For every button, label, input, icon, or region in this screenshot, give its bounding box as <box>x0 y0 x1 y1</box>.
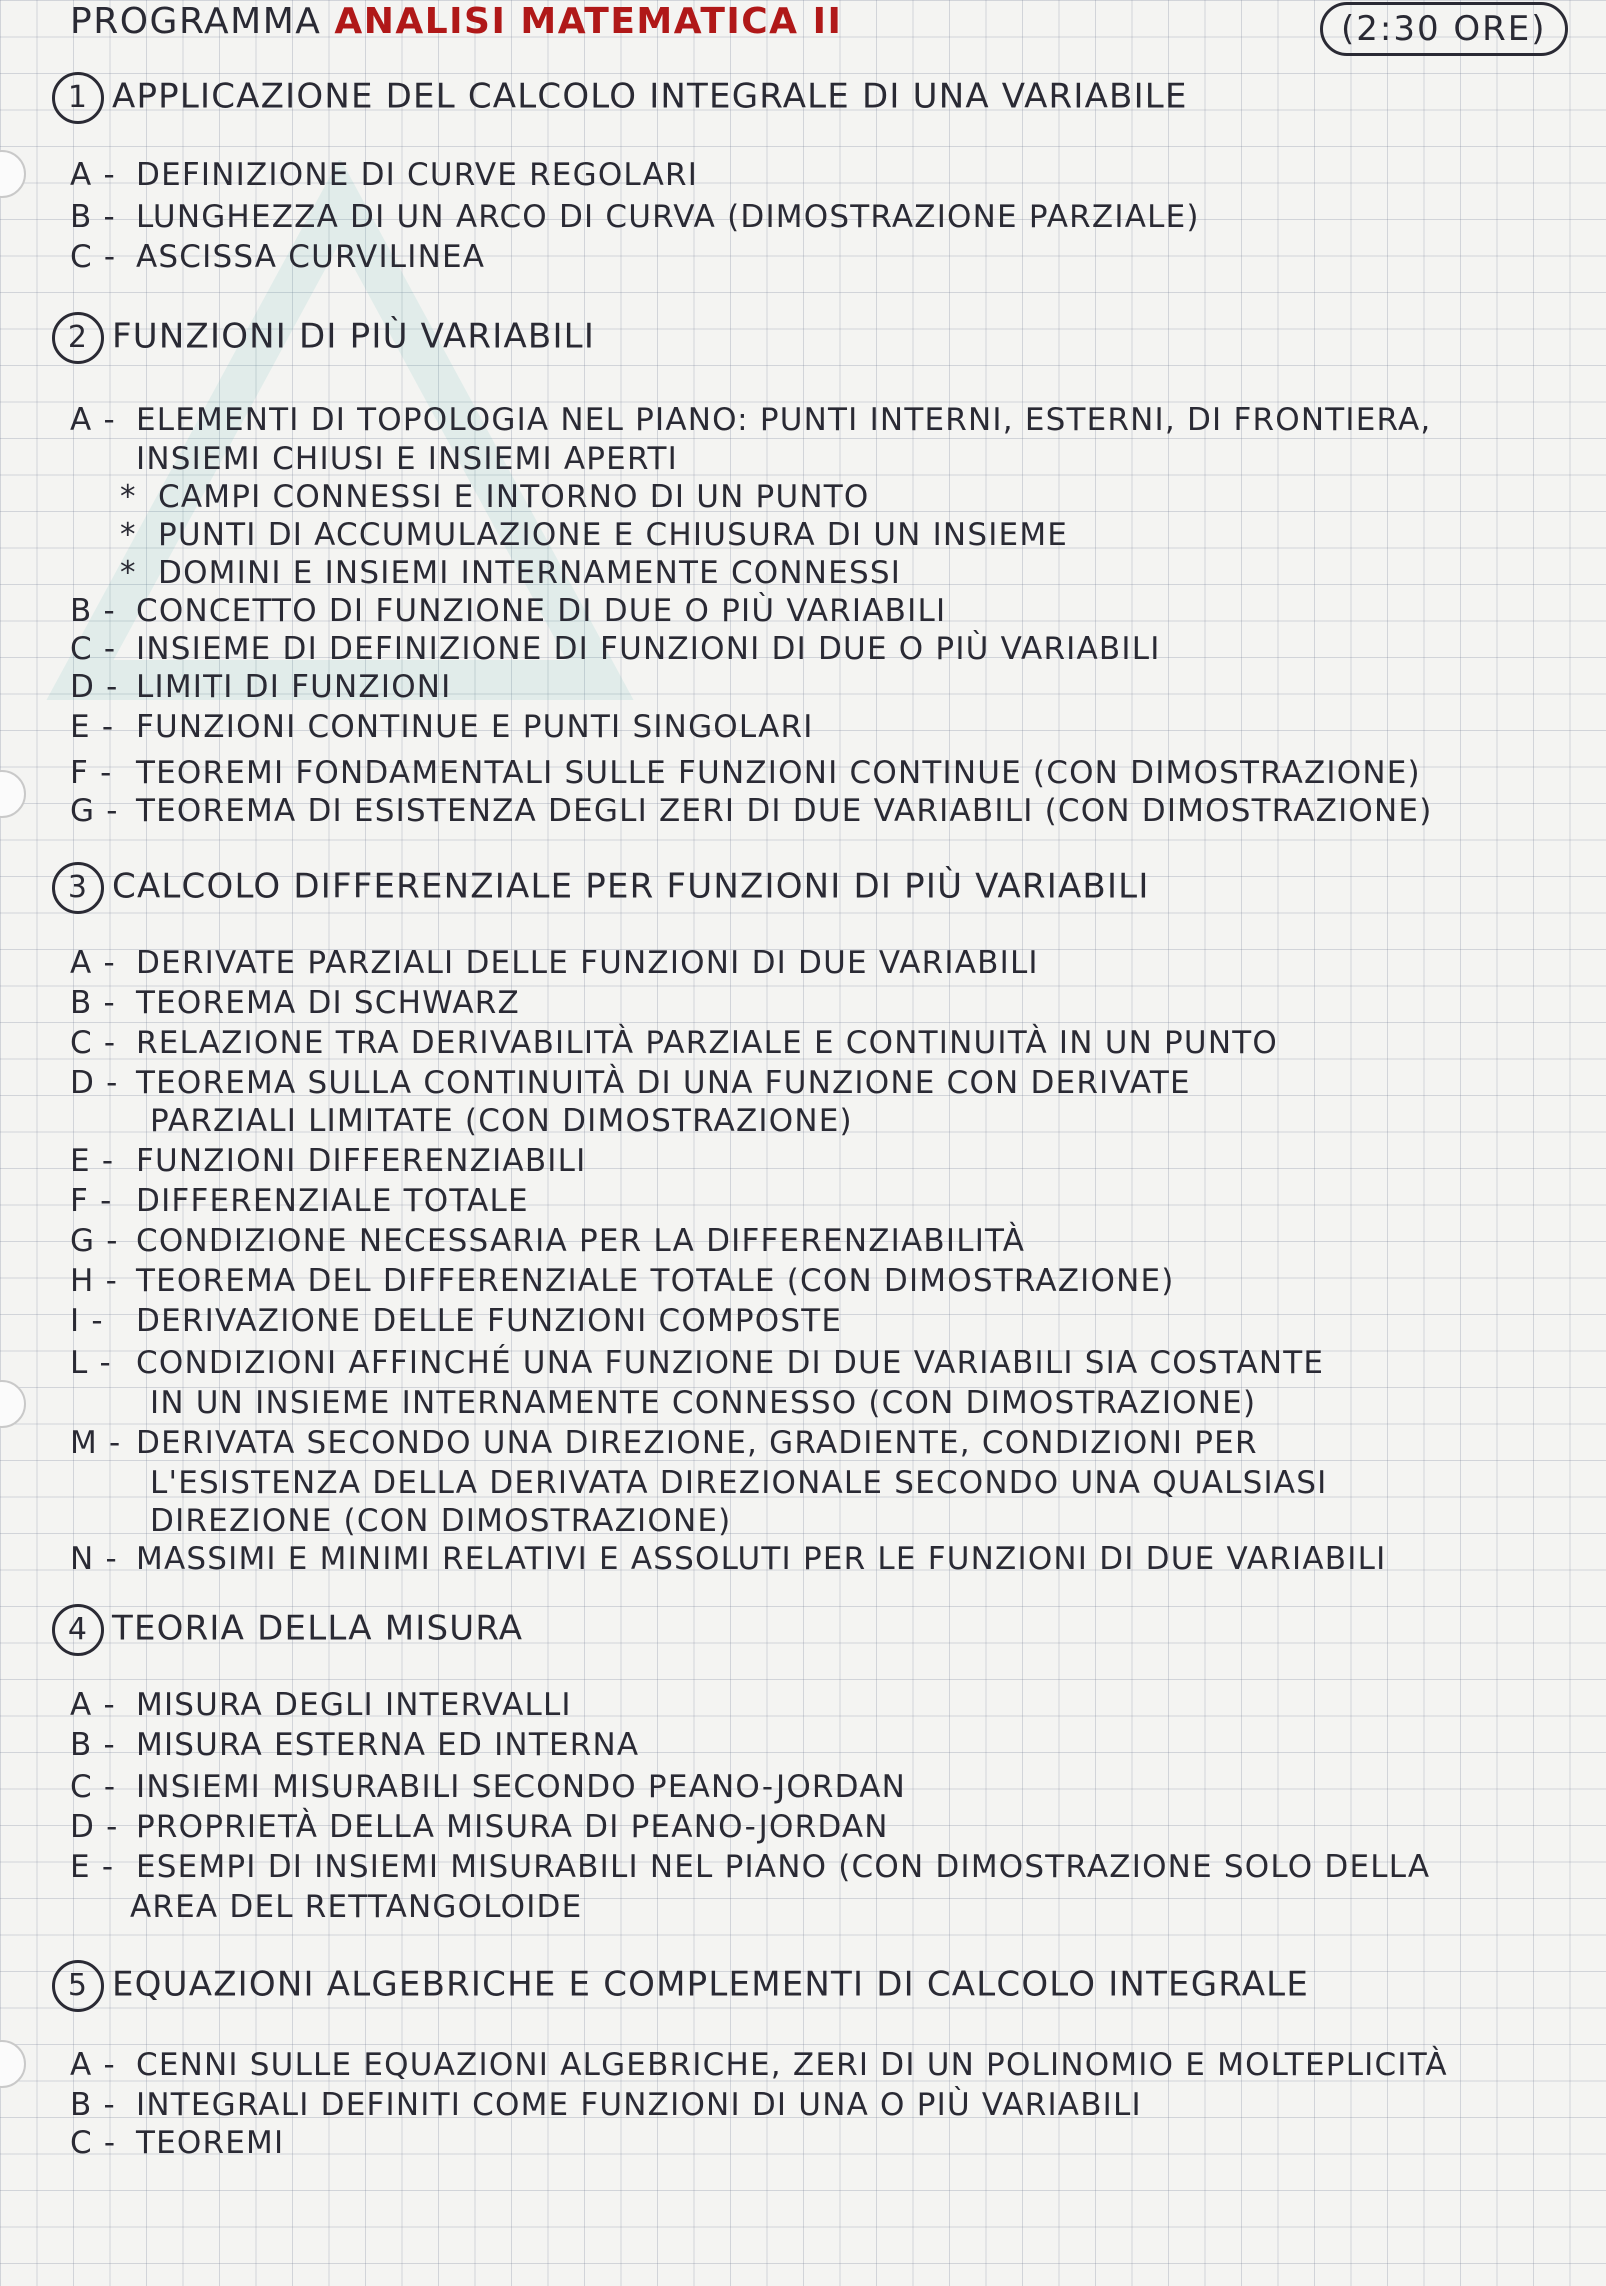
list-item: E - FUNZIONI CONTINUE E PUNTI SINGOLARI <box>70 709 814 745</box>
list-item: N - MASSIMI E MINIMI RELATIVI E ASSOLUTI PER LE FUNZIONI DI DUE VARIABILI <box>70 1541 1387 1577</box>
section-heading <box>52 1960 1309 2012</box>
section-number: 3 <box>52 862 104 914</box>
list-item: E - ESEMPI DI INSIEMI MISURABILI NEL PIANO (CON DIMOSTRAZIONE SOLO DELLA <box>70 1849 1431 1885</box>
list-item: A - CENNI SULLE EQUAZIONI ALGEBRICHE, ZERI DI UN POLINOMIO E MOLTEPLICITÀ <box>70 2047 1448 2083</box>
list-item: A - DEFINIZIONE DI CURVE REGOLARI <box>70 157 699 193</box>
list-item: PARZIALI LIMITATE (CON DIMOSTRAZIONE) <box>150 1103 853 1139</box>
list-item: C - ASCISSA CURVILINEA <box>70 239 486 275</box>
list-item: A - DERIVATE PARZIALI DELLE FUNZIONI DI DUE VARIABILI <box>70 945 1039 981</box>
list-item: L - CONDIZIONI AFFINCHÉ UNA FUNZIONE DI DUE VARIABILI SIA COSTANTE <box>70 1345 1325 1381</box>
section-heading <box>52 312 595 364</box>
section-heading <box>52 1604 523 1656</box>
list-item: C - RELAZIONE TRA DERIVABILITÀ PARZIALE E CONTINUITÀ IN UN PUNTO <box>70 1025 1278 1061</box>
list-item: C - INSIEMI MISURABILI SECONDO PEANO-JORDAN <box>70 1769 906 1805</box>
list-item: B - TEOREMA DI SCHWARZ <box>70 985 520 1021</box>
section-title: APPLICAZIONE DEL CALCOLO INTEGRALE DI UNA VARIABILE <box>112 76 1188 117</box>
list-item: F - TEOREMI FONDAMENTALI SULLE FUNZIONI CONTINUE (CON DIMOSTRAZIONE) <box>70 755 1421 791</box>
list-item: B - MISURA ESTERNA ED INTERNA <box>70 1727 640 1763</box>
list-item: M - DERIVATA SECONDO UNA DIREZIONE, GRADIENTE, CONDIZIONI PER <box>70 1425 1258 1461</box>
list-item: G - CONDIZIONE NECESSARIA PER LA DIFFERENZIABILITÀ <box>70 1223 1026 1259</box>
list-item: A - ELEMENTI DI TOPOLOGIA NEL PIANO: PUNTI INTERNI, ESTERNI, DI FRONTIERA, <box>70 402 1432 438</box>
list-item: INSIEMI CHIUSI E INSIEMI APERTI <box>136 441 678 477</box>
section-title: EQUAZIONI ALGEBRICHE E COMPLEMENTI DI CALCOLO INTEGRALE <box>112 1964 1309 2005</box>
list-item: F - DIFFERENZIALE TOTALE <box>70 1183 529 1219</box>
list-item: C - TEOREMI <box>70 2125 285 2161</box>
title-prefix: PROGRAMMA <box>70 1 322 42</box>
duration-badge: (2:30 ORE) <box>1320 2 1568 56</box>
binder-hole <box>0 2040 26 2088</box>
list-item: * DOMINI E INSIEMI INTERNAMENTE CONNESSI <box>120 555 902 591</box>
list-item: B - INTEGRALI DEFINITI COME FUNZIONI DI UNA O PIÙ VARIABILI <box>70 2087 1142 2123</box>
page-title <box>70 1 843 42</box>
list-item: D - PROPRIETÀ DELLA MISURA DI PEANO-JORDAN <box>70 1809 889 1845</box>
title-subject: ANALISI MATEMATICA II <box>334 1 843 42</box>
section-heading <box>52 862 1150 914</box>
binder-hole <box>0 770 26 818</box>
list-item: I - DERIVAZIONE DELLE FUNZIONI COMPOSTE <box>70 1303 843 1339</box>
section-title: TEORIA DELLA MISURA <box>112 1608 524 1649</box>
list-item: B - CONCETTO DI FUNZIONE DI DUE O PIÙ VARIABILI <box>70 593 947 629</box>
section-title: FUNZIONI DI PIÙ VARIABILI <box>112 316 596 357</box>
section-heading <box>52 72 1188 124</box>
section-title: CALCOLO DIFFERENZIALE PER FUNZIONI DI PIÙ VARIABILI <box>112 866 1150 907</box>
list-item: C - INSIEME DI DEFINIZIONE DI FUNZIONI DI DUE O PIÙ VARIABILI <box>70 631 1161 667</box>
list-item: E - FUNZIONI DIFFERENZIABILI <box>70 1143 587 1179</box>
section-number: 2 <box>52 312 104 364</box>
binder-hole <box>0 150 26 198</box>
section-number: 5 <box>52 1960 104 2012</box>
binder-hole <box>0 1380 26 1428</box>
list-item: D - TEOREMA SULLA CONTINUITÀ DI UNA FUNZIONE CON DERIVATE <box>70 1065 1191 1101</box>
list-item: * PUNTI DI ACCUMULAZIONE E CHIUSURA DI UN INSIEME <box>120 517 1069 553</box>
list-item: D - LIMITI DI FUNZIONI <box>70 669 452 705</box>
list-item: H - TEOREMA DEL DIFFERENZIALE TOTALE (CON DIMOSTRAZIONE) <box>70 1263 1175 1299</box>
list-item: IN UN INSIEME INTERNAMENTE CONNESSO (CON DIMOSTRAZIONE) <box>150 1385 1257 1421</box>
list-item: DIREZIONE (CON DIMOSTRAZIONE) <box>150 1503 732 1539</box>
list-item: L'ESISTENZA DELLA DERIVATA DIREZIONALE SECONDO UNA QUALSIASI <box>150 1465 1328 1501</box>
section-number: 1 <box>52 72 104 124</box>
list-item: B - LUNGHEZZA DI UN ARCO DI CURVA (DIMOSTRAZIONE PARZIALE) <box>70 199 1200 235</box>
list-item: AREA DEL RETTANGOLOIDE <box>130 1889 583 1925</box>
list-item: A - MISURA DEGLI INTERVALLI <box>70 1687 572 1723</box>
list-item: * CAMPI CONNESSI E INTORNO DI UN PUNTO <box>120 479 870 515</box>
section-number: 4 <box>52 1604 104 1656</box>
list-item: G - TEOREMA DI ESISTENZA DEGLI ZERI DI DUE VARIABILI (CON DIMOSTRAZIONE) <box>70 793 1433 829</box>
